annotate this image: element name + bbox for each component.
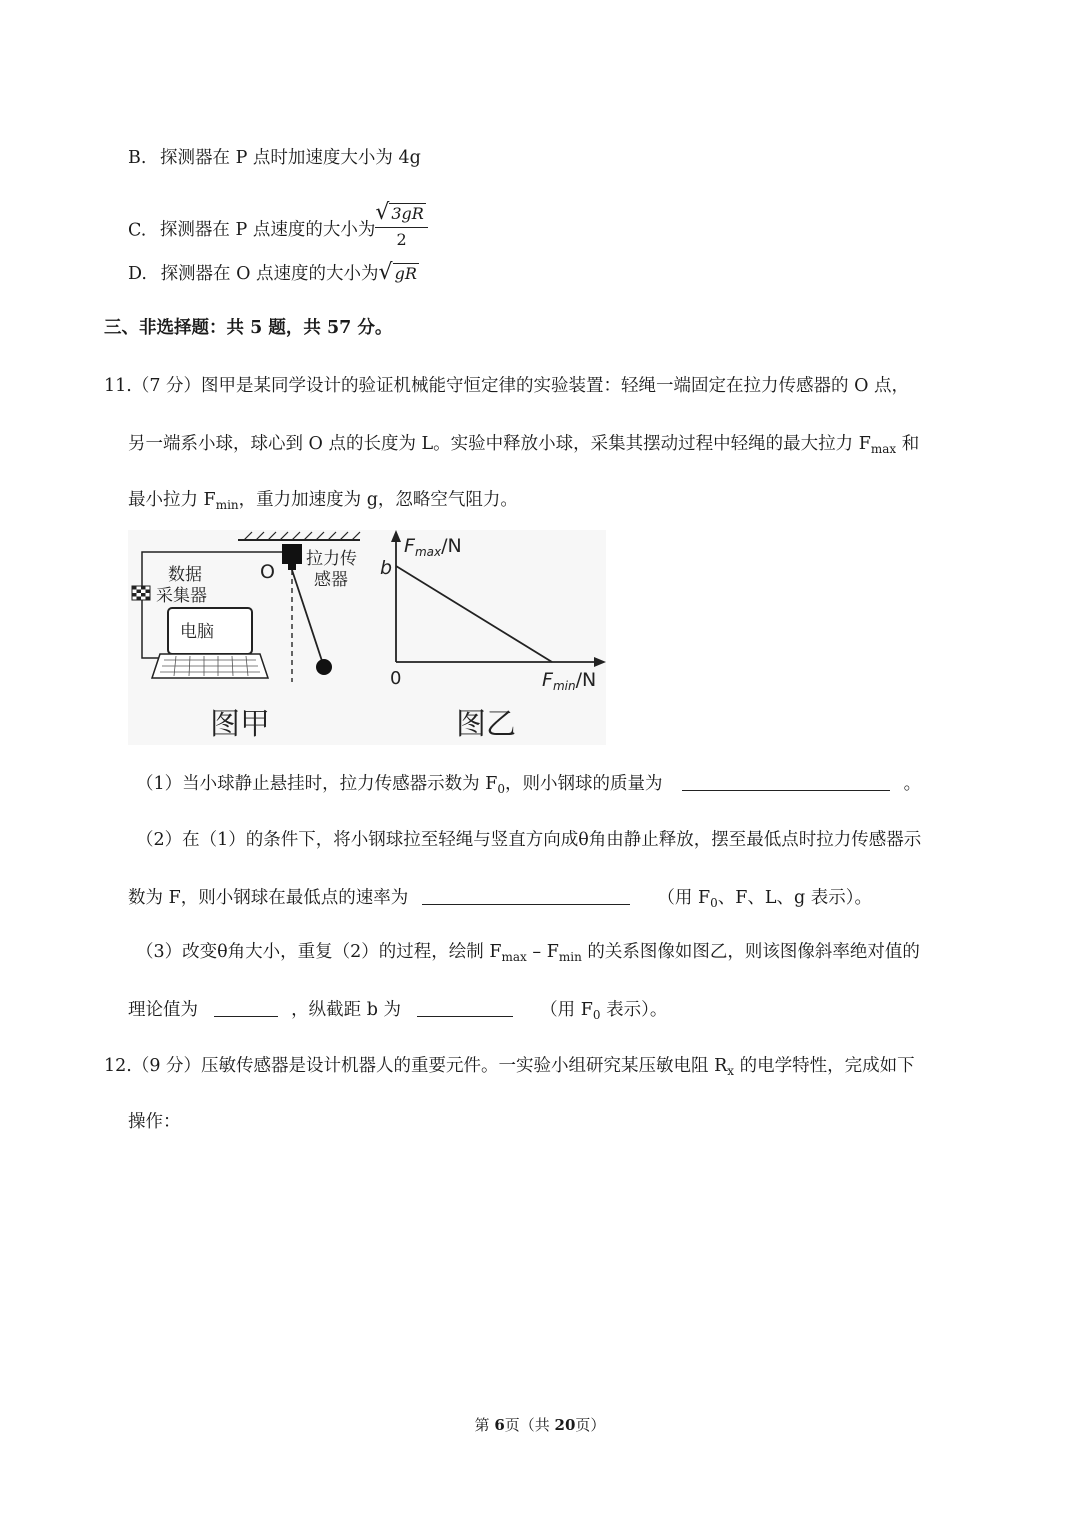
q11-sub3-text-e: ，纵截距 b 为 (291, 1000, 401, 1020)
q11-text3b: ，重力加速度为 g，忽略空气阻力。 (238, 490, 518, 510)
q11-sub2-line2 (128, 888, 872, 909)
option-b (128, 148, 421, 169)
q11-sub1 (136, 774, 921, 795)
option-c (128, 200, 428, 256)
q11-sub3-text-b: – F (526, 942, 559, 962)
q11-sub1-text-a: （1）当小球静止悬挂时，拉力传感器示数为 F (136, 774, 498, 794)
q11-sub2-text-c: 、F、L、g 表示）。 (717, 888, 873, 908)
q11-sub3-sub2: min (558, 950, 582, 964)
q11-text1: 图甲是某同学设计的验证机械能守恒定律的实验装置：轻绳一端固定在拉力传感器的 O 点， (201, 376, 910, 396)
q11-score: （7 分） (131, 376, 202, 396)
q11-sub3-sub3: 0 (592, 1008, 601, 1022)
footer-text-c: 页） (575, 1416, 606, 1434)
q11-sub1-sub: 0 (497, 782, 505, 796)
q11-sub3-text-g: 表示）。 (600, 1000, 668, 1020)
q11-text3a: 最小拉力 F (128, 490, 216, 510)
intercept-label: b (380, 557, 393, 579)
q12-sub: x (727, 1064, 735, 1078)
computer-label: 电脑 (180, 622, 214, 642)
sensor-label-2: 感器 (314, 570, 348, 590)
q11-sub3-line1 (136, 942, 920, 963)
caption-figure-a: 图甲 (210, 707, 270, 742)
q11-text2-sub: max (870, 442, 897, 456)
q11-sub1-end: 。 (903, 774, 922, 794)
experiment-figure (128, 530, 606, 745)
footer-text-a: 第 (474, 1416, 495, 1434)
point-o-label: O (260, 561, 275, 583)
q11-sub3-text-f: （用 F (540, 1000, 593, 1020)
caption-figure-b: 图乙 (456, 707, 516, 742)
page-footer (0, 1414, 1080, 1435)
answer-blank-slope[interactable] (214, 1015, 278, 1017)
force-sensor-block (282, 544, 302, 564)
y-axis-label: $F_{max}/N$ (404, 535, 462, 559)
option-d-text: 探测器在 O 点速度的大小为 (160, 264, 379, 284)
q11-line3 (128, 490, 518, 511)
option-d-label: D. (128, 264, 147, 284)
data-collector-icon (132, 586, 150, 600)
q11-line1 (104, 376, 909, 397)
q12-line2: 操作： (128, 1112, 181, 1132)
option-c-label: C. (128, 220, 147, 241)
option-c-denominator: 2 (396, 230, 407, 250)
section-title: 三、非选择题：共 5 题，共 57 分。 (104, 318, 393, 338)
q11-sub3-text-d: 理论值为 (128, 1000, 198, 1020)
q12-line1 (104, 1056, 915, 1077)
q12-score: （9 分） (131, 1056, 202, 1076)
footer-total-pages: 20 (554, 1416, 576, 1434)
collector-label-1: 数据 (168, 565, 202, 585)
q12-text-b: 的电学特性，完成如下 (734, 1056, 915, 1076)
collector-label-2: 采集器 (156, 586, 207, 606)
sensor-label-1: 拉力传 (306, 549, 357, 569)
q11-sub1-text-b: ，则小钢球的质量为 (504, 774, 663, 794)
q11-sub3-sub1: max (501, 950, 527, 964)
q11-text3-sub: min (215, 498, 239, 512)
q11-sub3-text-c: 的关系图像如图乙，则该图像斜率绝对值的 (581, 942, 920, 962)
sensor-hook (288, 564, 296, 570)
laptop-icon (152, 608, 268, 678)
footer-text-b: 页（共 (504, 1416, 555, 1434)
q11-number: 11. (104, 376, 132, 396)
q11-line2 (128, 434, 919, 455)
q12-number: 12. (104, 1056, 132, 1076)
option-d-radicand: gR (394, 264, 417, 283)
pendulum-ball (316, 659, 332, 675)
option-b-label: B. (128, 148, 147, 168)
q11-sub2-text-a: 数为 F，则小钢球在最低点的速率为 (128, 888, 409, 908)
option-b-text: 探测器在 P 点时加速度大小为 4g (160, 148, 421, 168)
footer-page-number: 6 (494, 1416, 505, 1434)
q11-sub3-line2 (128, 1000, 667, 1021)
option-c-fraction: $\frac{√ 3gR}{2}$ (375, 200, 428, 250)
option-c-numerator: 3gR (391, 204, 424, 223)
q12-text-a: 压敏传感器是设计机器人的重要元件。一实验小组研究某压敏电阻 R (201, 1056, 728, 1076)
answer-blank-mass[interactable] (682, 789, 890, 791)
q11-text2b: 和 (896, 434, 920, 454)
q11-text2a: 另一端系小球，球心到 O 点的长度为 L。实验中释放小球，采集其摆动过程中轻绳的最大拉力 F (128, 434, 871, 454)
q11-sub2-text-b: （用 F (657, 888, 711, 908)
option-d: D. 探测器在 O 点速度的大小为√ gR (128, 260, 417, 285)
q11-sub2-sub: 0 (710, 896, 718, 910)
q11-sub2-line1: （2）在（1）的条件下，将小钢球拉至轻绳与竖直方向成θ角由静止释放，摆至最低点时拉力传感器示 (136, 830, 922, 850)
x-axis-label: $F_{min}/N$ (542, 669, 597, 693)
answer-blank-intercept[interactable] (417, 1015, 513, 1017)
q11-sub3-text-a: （3）改变θ角大小，重复（2）的过程，绘制 F (136, 942, 502, 962)
origin-label: 0 (390, 668, 402, 689)
answer-blank-speed[interactable] (422, 903, 630, 905)
option-c-text: 探测器在 P 点速度的大小为 (159, 220, 376, 241)
